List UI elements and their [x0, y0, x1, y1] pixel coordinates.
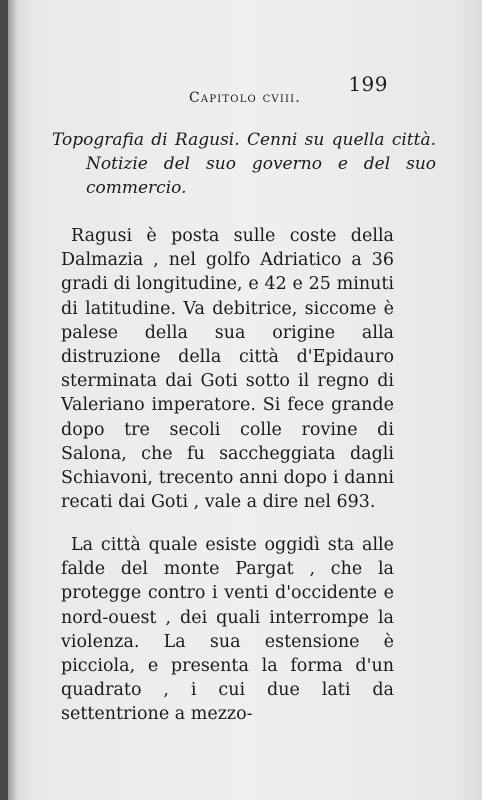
chapter-summary: Topografia di Ragusi. Cenni su quella città. Notizie del suo governo e del suo commercio. [52, 130, 436, 198]
paragraph: Ragusi è posta sulle coste della Dalmazia , nel golfo Adriatico a 36 gradi di longitudine, e 42 e 25 minuti di latitudine. Va debitrice, siccome è palese della sua origine alla distruzione della città d'Epidauro sterminata dai Goti sotto il regno di Valeriano imperatore. Si fece grande dopo tre secoli colle rovine di Salona, che fu saccheggiata dagli Schiavoni, trecento anni dopo i danni recati dai Goti , vale a dire nel 693. [61, 226, 394, 513]
page-binding-shadow [8, 0, 18, 800]
book-page [8, 0, 482, 800]
chapter-heading: Capitolo cviii. [189, 90, 301, 106]
paragraph: La città quale esiste oggidì sta alle falde del monte Pargat , che la protegge contro i venti d'occidente e nord-ouest , dei quali interrompe la violenza. La sua estensione è picciola, e presenta la forma d'un quadrato , i cui due lati da settentrione a mezzo- [61, 535, 394, 725]
page-number: 199 [348, 72, 388, 96]
